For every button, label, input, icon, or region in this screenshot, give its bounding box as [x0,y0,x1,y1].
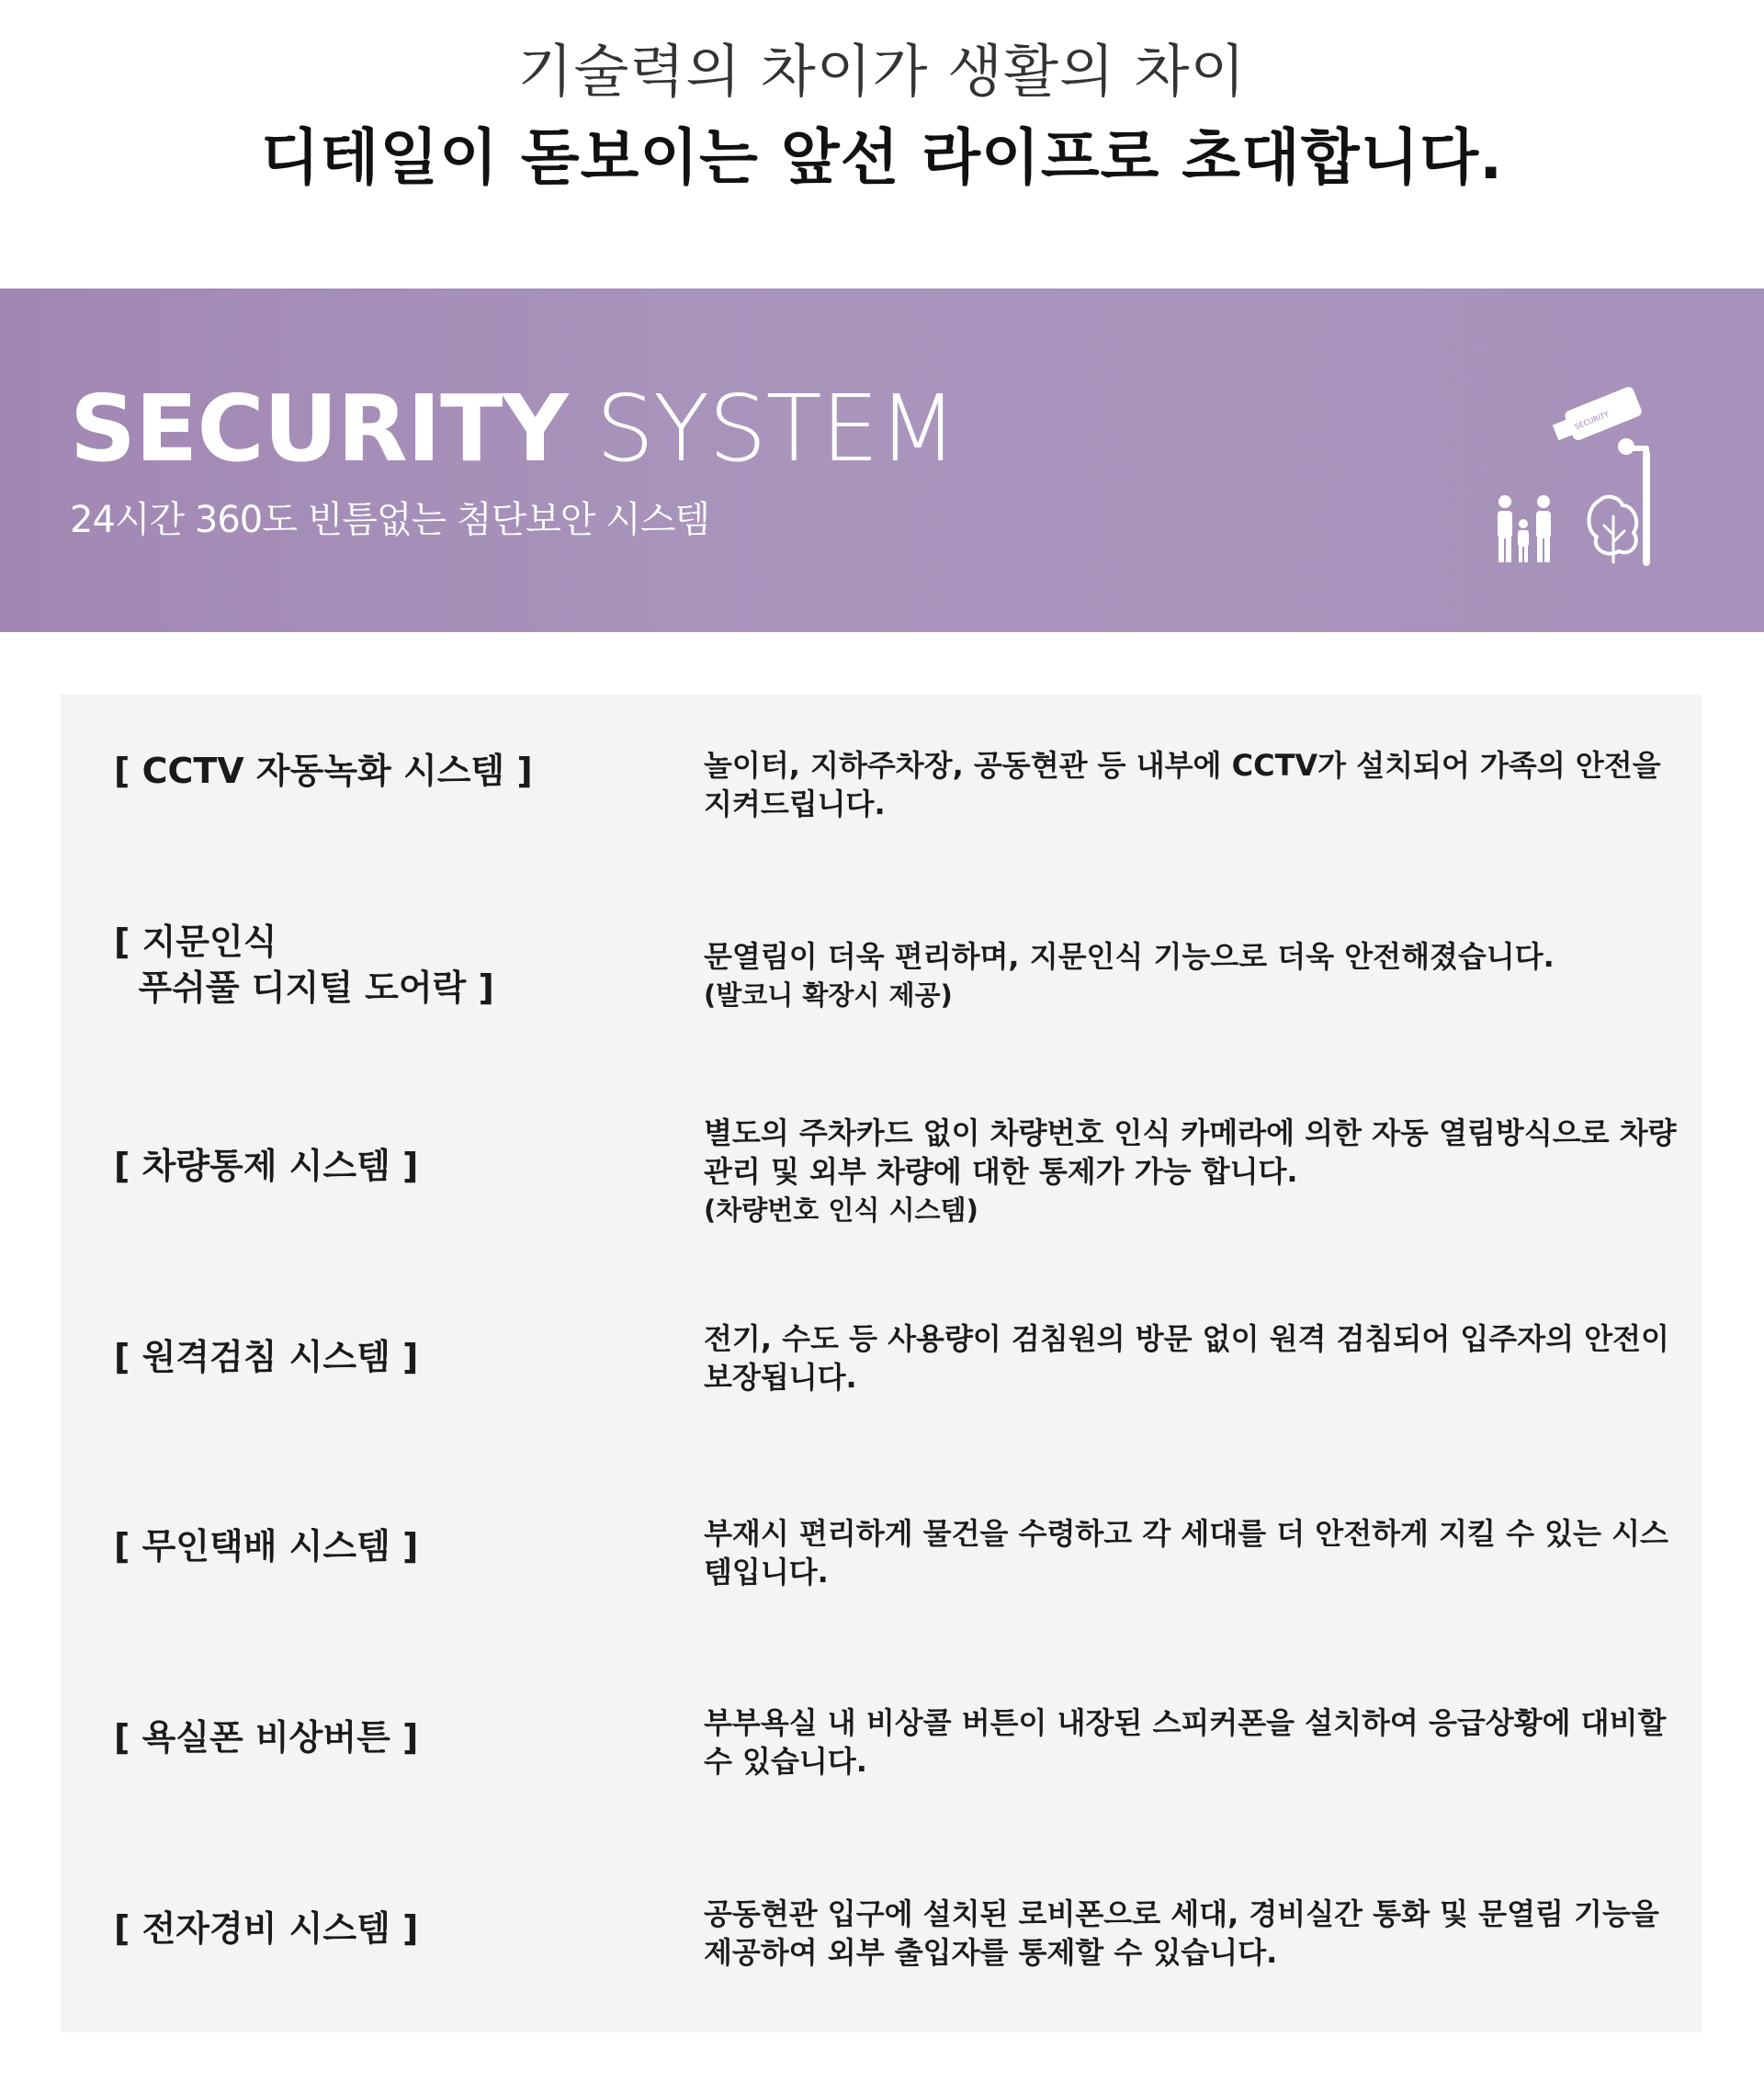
feature-desc [704,1703,1678,1781]
feature-row-cctv [61,695,1702,886]
feature-desc-text: 놀이터, 지하주차장, 공동현관 등 내부에 CCTV가 설치되어 가족의 안전을 지켜드립니다. [704,748,1661,821]
feature-desc [704,937,1678,1014]
feature-row-vehicle [61,1077,1702,1268]
feature-row-bathroom-phone [61,1650,1702,1841]
feature-desc-text: 문열림이 더욱 편리하며, 지문인식 기능으로 더욱 안전해졌습니다. [704,939,1555,974]
feature-desc-note: (차량번호 인식 시스템) [704,1194,978,1226]
feature-label: [ 원격검침 시스템 ] [114,1337,419,1377]
banner-subtitle: 24시간 360도 빈틈없는 첨단보안 시스템 [70,499,710,541]
feature-desc-text: 전기, 수도 등 사용량이 검침원의 방문 없이 원격 검침되어 입주자의 안전이 보장됩니다. [704,1321,1669,1395]
feature-row-remote-meter [61,1268,1702,1459]
feature-row-e-security [61,1841,1702,2032]
feature-desc-text: 부재시 편리하게 물건을 수령하고 각 세대를 더 안전하게 지킬 수 있는 시스템입니다. [704,1516,1668,1590]
banner-title-light: SYSTEM [595,375,957,482]
feature-label: [ CCTV 자동녹화 시스템 ] [114,751,533,791]
feature-desc [704,1114,1678,1229]
feature-desc [704,746,1678,823]
headline-line1: 기술력의 차이가 생활의 차이 [517,38,1247,105]
feature-desc [704,1319,1678,1397]
headline-line2: 디테일이 돋보이는 앞선 라이프로 초대합니다. [260,122,1504,193]
feature-row-doorlock [61,886,1702,1077]
security-camera-family-icon [1488,353,1672,573]
feature-desc-text: 별도의 주차카드 없이 차량번호 인식 카메라에 의한 자동 열림방식으로 차량 관리 및 외부 차량에 대한 통제가 가능 합니다. [704,1115,1677,1189]
banner-title [70,375,956,482]
feature-label: [ 지문인식 푸쉬풀 디지털 도어락 ] [114,922,494,1008]
feature-label: [ 욕실폰 비상버튼 ] [114,1717,419,1758]
feature-desc [704,1895,1678,1972]
feature-label: [ 무인택배 시스템 ] [114,1526,419,1567]
feature-label: [ 차량통제 시스템 ] [114,1146,419,1186]
banner-title-bold: SECURITY [70,375,568,482]
feature-label: [ 전자경비 시스템 ] [114,1908,419,1949]
feature-desc-note: (발코니 확장시 제공) [704,979,953,1011]
camera-label: SECURITY [1573,410,1611,432]
feature-desc-text: 부부욕실 내 비상콜 버튼이 내장된 스피커폰을 설치하여 응급상황에 대비할 수 있습니다. [704,1705,1667,1779]
feature-row-parcel [61,1459,1702,1650]
security-banner [0,288,1764,632]
feature-desc [704,1514,1678,1591]
feature-desc-text: 공동현관 입구에 설치된 로비폰으로 세대, 경비실간 통화 및 문열림 기능을 제공하여 외부 출입자를 통제할 수 있습니다. [704,1896,1659,1970]
